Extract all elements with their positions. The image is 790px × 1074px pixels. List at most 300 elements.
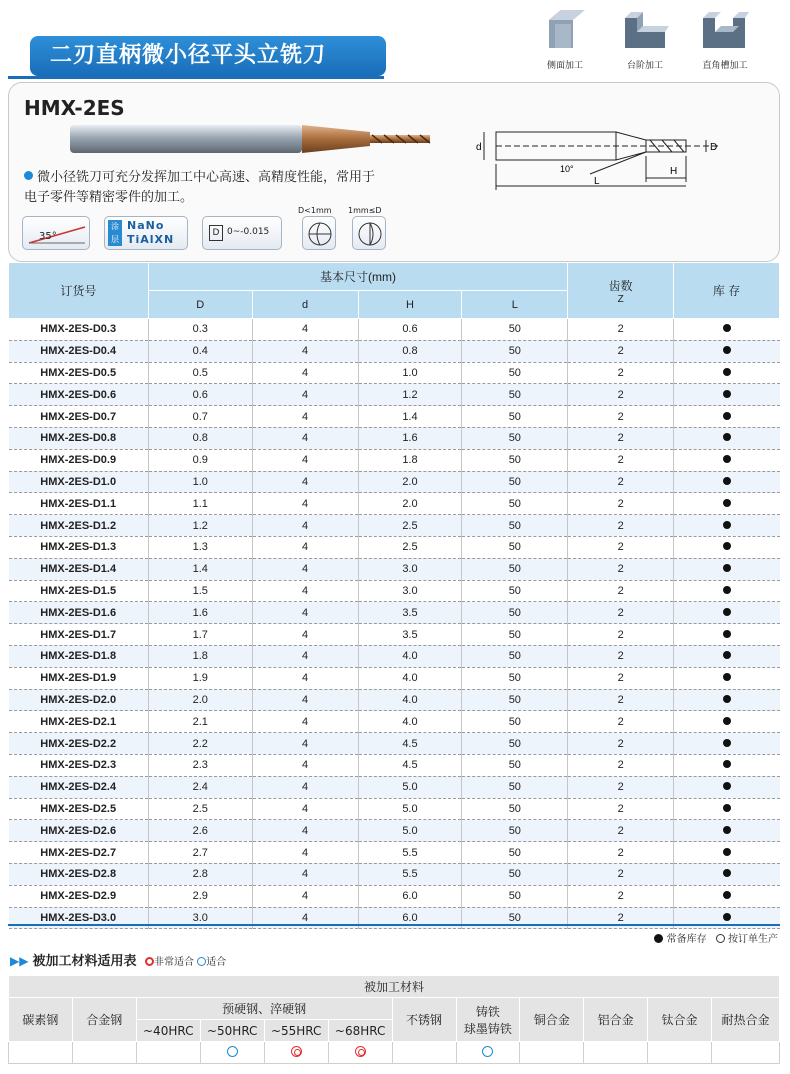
table-row <box>9 776 780 798</box>
cell-code: HMX-2ES-D2.7 <box>40 846 117 859</box>
cell-d: 4 <box>252 471 358 493</box>
cell-d: 4 <box>252 776 358 798</box>
mat-col-hardened: 预硬钢、淬硬钢 <box>136 998 392 1020</box>
cell-D: 0.6 <box>148 384 252 406</box>
cell-code: HMX-2ES-D2.2 <box>40 737 117 750</box>
drawing-label-L: L <box>594 176 600 187</box>
cell-code: HMX-2ES-D2.8 <box>40 868 117 881</box>
cell-D: 0.7 <box>148 406 252 428</box>
cell-L: 50 <box>462 471 568 493</box>
in-stock-dot-icon <box>723 782 731 790</box>
cell-Z: 2 <box>568 319 674 341</box>
cell-D: 1.3 <box>148 536 252 558</box>
end-face-icon <box>303 217 337 251</box>
op-slot-milling <box>690 8 760 74</box>
product-name: HMX-2ES <box>24 96 125 120</box>
table-row <box>9 340 780 362</box>
table-row <box>9 798 780 820</box>
header-order-code: 订货号 <box>9 263 149 319</box>
helix-icon <box>23 217 91 251</box>
cell-L: 50 <box>462 733 568 755</box>
table-row <box>9 602 780 624</box>
mat-col-55hrc: ~55HRC <box>264 1020 328 1042</box>
cell-code: HMX-2ES-D0.6 <box>40 388 117 401</box>
cell-H: 1.6 <box>358 427 462 449</box>
in-stock-dot-icon <box>723 913 731 921</box>
cell-L: 50 <box>462 515 568 537</box>
drawing-label-angle: 10° <box>560 164 574 174</box>
cell-D: 2.3 <box>148 754 252 776</box>
cell-stock <box>674 493 780 515</box>
in-stock-dot-icon <box>723 368 731 376</box>
cell-D: 2.8 <box>148 863 252 885</box>
very-suitable-mark-icon <box>291 1046 302 1057</box>
cell-code: HMX-2ES-D2.5 <box>40 802 117 815</box>
in-stock-dot-icon <box>723 586 731 594</box>
cell-H: 1.4 <box>358 406 462 428</box>
key-very-suitable: 非常适合 <box>154 957 195 968</box>
in-stock-dot-icon <box>723 826 731 834</box>
in-stock-dot-icon <box>723 521 731 529</box>
cell-stock <box>674 863 780 885</box>
mat-col-heat-resistant: 耐热合金 <box>712 998 780 1042</box>
cell-Z: 2 <box>568 427 674 449</box>
cell-H: 4.0 <box>358 711 462 733</box>
cell-D: 1.8 <box>148 645 252 667</box>
mat-col-carbon: 碳素钢 <box>9 998 73 1042</box>
cell-D: 0.4 <box>148 340 252 362</box>
cell-D: 1.4 <box>148 558 252 580</box>
cell-Z: 2 <box>568 406 674 428</box>
cell-Z: 2 <box>568 733 674 755</box>
cell-d: 4 <box>252 798 358 820</box>
in-stock-dot-icon <box>723 477 731 485</box>
very-suitable-icon <box>145 957 154 966</box>
legend-in-stock: 常备库存 <box>666 934 707 945</box>
cell-H: 5.0 <box>358 798 462 820</box>
step-milling-icon <box>621 8 669 50</box>
cell-d: 4 <box>252 820 358 842</box>
cell-code: HMX-2ES-D0.3 <box>40 323 117 336</box>
cell-H: 2.5 <box>358 515 462 537</box>
cell-d: 4 <box>252 733 358 755</box>
table-row <box>9 689 780 711</box>
cell-d: 4 <box>252 907 358 929</box>
cell-D: 2.6 <box>148 820 252 842</box>
in-stock-dot-icon <box>723 848 731 856</box>
cell-Z: 2 <box>568 602 674 624</box>
cell-stock <box>674 580 780 602</box>
cell-L: 50 <box>462 602 568 624</box>
cell-stock <box>674 733 780 755</box>
header-teeth-label: 齿数 <box>608 278 633 293</box>
rating-cell <box>648 1042 712 1064</box>
in-stock-dot-icon <box>723 695 731 703</box>
cast-iron-line2: 球墨铸铁 <box>463 1021 512 1036</box>
rating-cell <box>328 1042 392 1064</box>
coating-line2: TiAlXN <box>127 233 175 246</box>
mat-col-68hrc: ~68HRC <box>328 1020 392 1042</box>
cell-code: HMX-2ES-D1.2 <box>40 519 117 532</box>
header-teeth-sub: Z <box>617 293 624 305</box>
small-dia-endface <box>302 216 336 250</box>
cell-L: 50 <box>462 798 568 820</box>
cell-d: 4 <box>252 493 358 515</box>
cell-stock <box>674 602 780 624</box>
table-row <box>9 754 780 776</box>
cell-d: 4 <box>252 667 358 689</box>
cell-D: 3.0 <box>148 907 252 929</box>
mat-col-copper: 铜合金 <box>520 998 584 1042</box>
cell-stock <box>674 362 780 384</box>
table-row <box>9 580 780 602</box>
cell-Z: 2 <box>568 776 674 798</box>
cell-Z: 2 <box>568 362 674 384</box>
cell-code: HMX-2ES-D1.6 <box>40 606 117 619</box>
cell-D: 1.7 <box>148 624 252 646</box>
cell-Z: 2 <box>568 624 674 646</box>
cell-stock <box>674 319 780 341</box>
coating-badge <box>104 216 188 250</box>
cell-Z: 2 <box>568 711 674 733</box>
materials-group-header: 被加工材料 <box>9 976 780 998</box>
cell-Z: 2 <box>568 449 674 471</box>
cell-L: 50 <box>462 340 568 362</box>
table-row <box>9 820 780 842</box>
large-dia-label: 1mm≤D <box>348 206 382 215</box>
cell-code: HMX-2ES-D2.9 <box>40 890 117 903</box>
cell-L: 50 <box>462 820 568 842</box>
cell-H: 3.5 <box>358 602 462 624</box>
end-face-icon-large <box>353 217 387 251</box>
cell-Z: 2 <box>568 515 674 537</box>
cell-stock <box>674 471 780 493</box>
cell-d: 4 <box>252 624 358 646</box>
coating-line1: NaNo <box>127 219 165 232</box>
cell-code: HMX-2ES-D0.7 <box>40 410 117 423</box>
cell-Z: 2 <box>568 558 674 580</box>
cell-d: 4 <box>252 406 358 428</box>
table-row <box>9 319 780 341</box>
in-stock-dot-icon <box>723 891 731 899</box>
rating-cell <box>584 1042 648 1064</box>
op-side-milling <box>530 8 600 74</box>
rating-cell <box>72 1042 136 1064</box>
cell-H: 5.5 <box>358 842 462 864</box>
header-H: H <box>358 291 462 319</box>
cell-d: 4 <box>252 558 358 580</box>
table-row <box>9 842 780 864</box>
cell-code: HMX-2ES-D2.6 <box>40 824 117 837</box>
cell-H: 3.0 <box>358 558 462 580</box>
drawing-label-d: d <box>476 142 482 153</box>
mat-col-cast-iron <box>456 998 520 1042</box>
cell-code: HMX-2ES-D2.3 <box>40 759 117 772</box>
cell-Z: 2 <box>568 754 674 776</box>
mat-col-aluminum: 铝合金 <box>584 998 648 1042</box>
cell-Z: 2 <box>568 798 674 820</box>
in-stock-dot-icon <box>723 804 731 812</box>
rating-cell <box>712 1042 780 1064</box>
product-description <box>24 168 384 208</box>
cell-H: 5.5 <box>358 863 462 885</box>
in-stock-dot-icon <box>723 412 731 420</box>
cell-code: HMX-2ES-D1.4 <box>40 563 117 576</box>
cell-H: 2.5 <box>358 536 462 558</box>
drawing-label-D: D <box>710 142 718 153</box>
cell-Z: 2 <box>568 907 674 929</box>
header-d: d <box>252 291 358 319</box>
cell-D: 2.1 <box>148 711 252 733</box>
cell-code: HMX-2ES-D2.1 <box>40 715 117 728</box>
cell-stock <box>674 427 780 449</box>
op-step-label: 台阶加工 <box>626 61 663 71</box>
cell-code: HMX-2ES-D3.0 <box>40 911 117 924</box>
in-stock-dot-icon <box>723 390 731 398</box>
cell-Z: 2 <box>568 667 674 689</box>
cell-d: 4 <box>252 427 358 449</box>
cell-stock <box>674 536 780 558</box>
table-row <box>9 624 780 646</box>
legend-made-to-order: 按订单生产 <box>728 934 778 945</box>
header-stock: 库 存 <box>674 263 780 319</box>
cell-Z: 2 <box>568 645 674 667</box>
cell-d: 4 <box>252 580 358 602</box>
materials-rating-row <box>9 1042 780 1064</box>
double-arrow-icon: ▶▶ <box>10 954 29 968</box>
in-stock-dot-icon <box>723 433 731 441</box>
description-text: 微小径铣刀可充分发挥加工中心高速、高精度性能，常用于电子零件等精密零件的加工。 <box>24 170 376 205</box>
cell-L: 50 <box>462 536 568 558</box>
cell-H: 4.0 <box>358 667 462 689</box>
cell-d: 4 <box>252 863 358 885</box>
rating-cell <box>264 1042 328 1064</box>
cast-iron-line1: 铸铁 <box>475 1004 500 1019</box>
table-row <box>9 406 780 428</box>
in-stock-dot-icon <box>723 542 731 550</box>
cell-H: 0.8 <box>358 340 462 362</box>
cell-stock <box>674 754 780 776</box>
cell-Z: 2 <box>568 384 674 406</box>
in-stock-dot-icon <box>723 673 731 681</box>
cell-H: 1.8 <box>358 449 462 471</box>
cell-L: 50 <box>462 384 568 406</box>
cell-stock <box>674 558 780 580</box>
rating-cell <box>456 1042 520 1064</box>
helix-angle-badge <box>22 216 90 250</box>
mat-col-stainless: 不锈钢 <box>392 998 456 1042</box>
rating-cell <box>520 1042 584 1064</box>
cell-stock <box>674 798 780 820</box>
rating-cell <box>9 1042 73 1064</box>
operation-icons <box>530 8 786 74</box>
cell-code: HMX-2ES-D1.7 <box>40 628 117 641</box>
mat-col-alloy: 合金钢 <box>72 998 136 1042</box>
cell-d: 4 <box>252 515 358 537</box>
tolerance-badge <box>202 216 282 250</box>
in-stock-dot-icon <box>723 630 731 638</box>
cell-stock <box>674 667 780 689</box>
cell-D: 2.4 <box>148 776 252 798</box>
cell-code: HMX-2ES-D1.8 <box>40 650 117 663</box>
cell-L: 50 <box>462 907 568 929</box>
cell-code: HMX-2ES-D0.8 <box>40 432 117 445</box>
cell-L: 50 <box>462 754 568 776</box>
table-row <box>9 645 780 667</box>
cell-H: 4.5 <box>358 733 462 755</box>
cell-L: 50 <box>462 580 568 602</box>
cell-L: 50 <box>462 776 568 798</box>
in-stock-dot-icon <box>723 324 731 332</box>
large-dia-endface <box>352 216 386 250</box>
cell-H: 6.0 <box>358 885 462 907</box>
cell-H: 6.0 <box>358 907 462 929</box>
cell-stock <box>674 384 780 406</box>
cell-code: HMX-2ES-D1.0 <box>40 475 117 488</box>
cell-H: 4.0 <box>358 689 462 711</box>
cell-stock <box>674 842 780 864</box>
cell-D: 1.2 <box>148 515 252 537</box>
stock-legend <box>654 930 778 945</box>
page-title: 二刃直柄微小径平头立铣刀 <box>30 36 386 76</box>
cell-D: 2.9 <box>148 885 252 907</box>
cell-L: 50 <box>462 427 568 449</box>
cell-L: 50 <box>462 493 568 515</box>
cell-d: 4 <box>252 536 358 558</box>
cell-stock <box>674 689 780 711</box>
cell-code: HMX-2ES-D0.9 <box>40 454 117 467</box>
rating-cell <box>392 1042 456 1064</box>
in-stock-dot-icon <box>723 608 731 616</box>
header-L: L <box>462 291 568 319</box>
cell-Z: 2 <box>568 689 674 711</box>
cell-D: 0.5 <box>148 362 252 384</box>
cell-L: 50 <box>462 362 568 384</box>
op-step-milling <box>610 8 680 74</box>
header-basic-dims: 基本尺寸(mm) <box>148 263 567 291</box>
cell-L: 50 <box>462 689 568 711</box>
cell-D: 1.1 <box>148 493 252 515</box>
table-row <box>9 515 780 537</box>
cell-L: 50 <box>462 842 568 864</box>
helix-angle-value: 35° <box>39 231 57 242</box>
cell-H: 2.0 <box>358 493 462 515</box>
cell-D: 1.9 <box>148 667 252 689</box>
table-row <box>9 362 780 384</box>
tolerance-d-icon: D <box>209 225 223 241</box>
in-stock-dot-icon <box>723 760 731 768</box>
in-stock-dot-icon <box>723 564 731 572</box>
suitable-mark-icon <box>482 1046 493 1057</box>
cell-H: 0.6 <box>358 319 462 341</box>
cell-stock <box>674 340 780 362</box>
in-stock-dot-icon <box>723 717 731 725</box>
rating-cell <box>200 1042 264 1064</box>
cell-d: 4 <box>252 645 358 667</box>
cell-H: 3.5 <box>358 624 462 646</box>
in-stock-icon <box>654 934 663 943</box>
in-stock-dot-icon <box>723 739 731 747</box>
cell-Z: 2 <box>568 493 674 515</box>
cell-stock <box>674 885 780 907</box>
cell-code: HMX-2ES-D1.3 <box>40 541 117 554</box>
cell-H: 4.0 <box>358 645 462 667</box>
cell-L: 50 <box>462 558 568 580</box>
in-stock-dot-icon <box>723 651 731 659</box>
cell-D: 1.6 <box>148 602 252 624</box>
cell-stock <box>674 820 780 842</box>
cell-Z: 2 <box>568 863 674 885</box>
cell-code: HMX-2ES-D0.5 <box>40 366 117 379</box>
end-mill-photo <box>70 122 440 156</box>
cell-code: HMX-2ES-D1.1 <box>40 497 117 510</box>
cell-D: 2.5 <box>148 798 252 820</box>
materials-table <box>8 975 780 1064</box>
cell-code: HMX-2ES-D2.0 <box>40 693 117 706</box>
cell-d: 4 <box>252 602 358 624</box>
cell-H: 3.0 <box>358 580 462 602</box>
table-row <box>9 449 780 471</box>
bullet-icon <box>24 171 33 180</box>
side-milling-icon <box>541 8 589 50</box>
op-side-label: 侧面加工 <box>546 61 583 71</box>
cell-L: 50 <box>462 406 568 428</box>
materials-heading <box>10 950 226 969</box>
drawing-label-H: H <box>670 166 678 177</box>
cell-H: 1.2 <box>358 384 462 406</box>
table-row <box>9 471 780 493</box>
in-stock-dot-icon <box>723 499 731 507</box>
cell-stock <box>674 645 780 667</box>
mat-col-40hrc: ~40HRC <box>136 1020 200 1042</box>
cell-D: 1.5 <box>148 580 252 602</box>
cell-L: 50 <box>462 885 568 907</box>
rating-cell <box>136 1042 200 1064</box>
cell-d: 4 <box>252 340 358 362</box>
materials-title: 被加工材料适用表 <box>32 954 137 969</box>
cell-D: 0.9 <box>148 449 252 471</box>
made-to-order-icon <box>716 934 725 943</box>
cell-stock <box>674 711 780 733</box>
cell-code: HMX-2ES-D2.4 <box>40 781 117 794</box>
cell-d: 4 <box>252 842 358 864</box>
cell-d: 4 <box>252 384 358 406</box>
cell-Z: 2 <box>568 580 674 602</box>
table-row <box>9 667 780 689</box>
coating-tag: 涂层 <box>108 220 122 246</box>
cell-L: 50 <box>462 624 568 646</box>
cell-Z: 2 <box>568 536 674 558</box>
cell-L: 50 <box>462 449 568 471</box>
cell-D: 1.0 <box>148 471 252 493</box>
cell-L: 50 <box>462 863 568 885</box>
cell-Z: 2 <box>568 340 674 362</box>
cell-stock <box>674 449 780 471</box>
in-stock-dot-icon <box>723 869 731 877</box>
small-dia-label: D<1mm <box>298 206 332 215</box>
cell-code: HMX-2ES-D1.5 <box>40 584 117 597</box>
dimension-drawing <box>470 118 730 198</box>
cell-d: 4 <box>252 711 358 733</box>
in-stock-dot-icon <box>723 455 731 463</box>
materials-key <box>145 957 226 968</box>
cell-code: HMX-2ES-D1.9 <box>40 672 117 685</box>
table-row <box>9 733 780 755</box>
table-row <box>9 493 780 515</box>
table-row <box>9 384 780 406</box>
table-row <box>9 863 780 885</box>
cell-D: 0.3 <box>148 319 252 341</box>
